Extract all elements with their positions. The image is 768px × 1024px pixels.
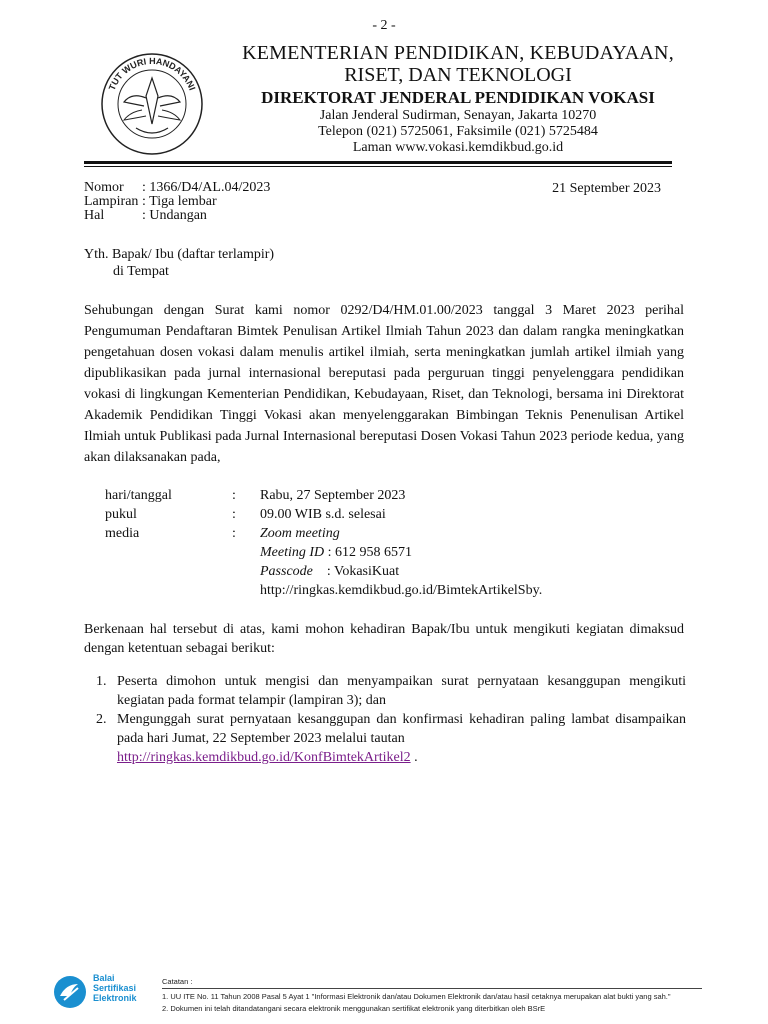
header-rule-thin: [84, 166, 672, 167]
detail-colon: :: [232, 488, 236, 503]
detail-time-label: pukul: [105, 507, 137, 522]
detail-colon: :: [232, 526, 236, 541]
page-number: - 2 -: [372, 18, 396, 33]
hal-value: : Undangan: [142, 208, 207, 223]
website: Laman www.vokasi.kemdikbud.go.id: [352, 140, 564, 155]
detail-colon: :: [232, 507, 236, 522]
ministry-name-line2: RISET, DAN TEKNOLOGI: [344, 64, 572, 86]
confirmation-link[interactable]: http://ringkas.kemdikbud.go.id/KonfBimtekArtikel2: [117, 750, 411, 765]
svg-text:TUT WURI HANDAYANI: [107, 56, 198, 92]
detail-media-label: media: [105, 526, 140, 541]
recipient-line1: Yth. Bapak/ Ibu (daftar terlampir): [84, 247, 275, 262]
bse-name-line: Elektronik: [93, 993, 137, 1003]
lampiran-value: : Tiga lembar: [142, 194, 217, 209]
list-text: Peserta dimohon untuk mengisi dan menyampaikan surat pernyataan kesanggupan mengikuti kegiatan pada format telampir (lampiran 3); dan: [117, 674, 686, 708]
list-item: [96, 710, 686, 770]
body-paragraph-2: Berkenaan hal tersebut di atas, kami mohon kehadiran Bapak/Ibu untuk mengikuti kegiatan dimaksud dengan ketentuan sebagai berikut:: [84, 622, 684, 656]
list-number: 1.: [96, 674, 107, 689]
ministry-name-line1: KEMENTERIAN PENDIDIKAN, KEBUDAYAAN,: [242, 42, 674, 64]
footer-note-1: 1. UU ITE No. 11 Tahun 2008 Pasal 5 Ayat 1 "Informasi Elektronik dan/atau Dokumen Elektronik dan/atau hasil cetaknya merupakan alat bukti yang sah.": [162, 992, 671, 1001]
list-text-wrap: [117, 710, 686, 767]
passcode-label: Passcode: [260, 564, 313, 579]
detail-date-value: Rabu, 27 September 2023: [260, 488, 406, 503]
nomor-label: Nomor: [84, 180, 124, 195]
meta-lampiran: [84, 195, 217, 209]
lampiran-label: Lampiran: [84, 194, 139, 209]
footer-catatan: Catatan :: [162, 977, 193, 986]
meta-hal: [84, 209, 207, 223]
tut-wuri-handayani-logo: [96, 52, 208, 158]
address: Jalan Jenderal Sudirman, Senayan, Jakarta 10270: [319, 108, 597, 123]
logo-motto-text: TUT WURI HANDAYANI: [106, 55, 198, 92]
detail-date-label: hari/tanggal: [105, 488, 172, 503]
phone-fax: Telepon (021) 5725061, Faksimile (021) 5725484: [318, 124, 598, 139]
list-number: 2.: [96, 712, 107, 727]
footer-note-2: 2. Dokumen ini telah ditandatangani secara elektronik menggunakan sertifikat elektronik yang diterbitkan oleh BSrE: [162, 1004, 546, 1013]
bse-name-line: Sertifikasi: [93, 983, 137, 993]
bse-logo-icon: [52, 974, 88, 1010]
passcode-value: : VokasiKuat: [326, 564, 400, 579]
bse-name-line: Balai: [93, 973, 115, 983]
meeting-id-value: : 612 958 6571: [327, 545, 413, 560]
list-text: Mengunggah surat pernyataan kesanggupan dan konfirmasi kehadiran paling lambat disampaikan pada hari Jumat, 22 September 2023 melalui tautan: [117, 712, 686, 746]
meeting-id-label: Meeting ID: [260, 545, 325, 560]
directorate-name: DIREKTORAT JENDERAL PENDIDIKAN VOKASI: [261, 88, 655, 107]
list-item: [96, 672, 686, 712]
footer-rule: [162, 988, 702, 989]
hal-label: Hal: [84, 208, 105, 223]
meeting-url[interactable]: http://ringkas.kemdikbud.go.id/BimtekArtikelSby.: [260, 583, 543, 598]
recipient-line2: di Tempat: [113, 264, 169, 279]
nomor-value: : 1366/D4/AL.04/2023: [142, 180, 271, 195]
meta-nomor: [84, 181, 270, 195]
detail-time-value: 09.00 WIB s.d. selesai: [260, 507, 386, 522]
list-text-after: .: [410, 750, 418, 765]
letter-date: 21 September 2023: [552, 181, 661, 196]
detail-media-value: Zoom meeting: [260, 526, 340, 541]
bse-name: [93, 973, 137, 1003]
body-paragraph-1: Sehubungan dengan Surat kami nomor 0292/D4/HM.01.00/2023 tanggal 3 Maret 2023 perihal Pengumuman Pendaftaran Bimtek Penulisan Artikel Ilmiah Tahun 2023 dan dalam rangka meningkatkan pengetahuan dosen vokasi dalam menulis artikel ilmiah, serta meningkatkan jumlah artikel ilmiah yang dipublikasikan pada jurnal internasional bereputasi pada perguruan tinggi penyelenggara pendidikan vokasi di lingkungan Kementerian Pendidikan, Kebudayaan, Riset, dan Teknologi, bersama ini Direktorat Akademik Pendidikan Tinggi Vokasi akan menyelenggarakan Bimbingan Teknis Penenulisan Artikel Ilmiah untuk Publikasi pada Jurnal Internasional bereputasi Dosen Vokasi Tahun 2023 periode kedua, yang akan dilaksanakan pada,: [84, 303, 684, 465]
header-rule-thick: [84, 161, 672, 164]
